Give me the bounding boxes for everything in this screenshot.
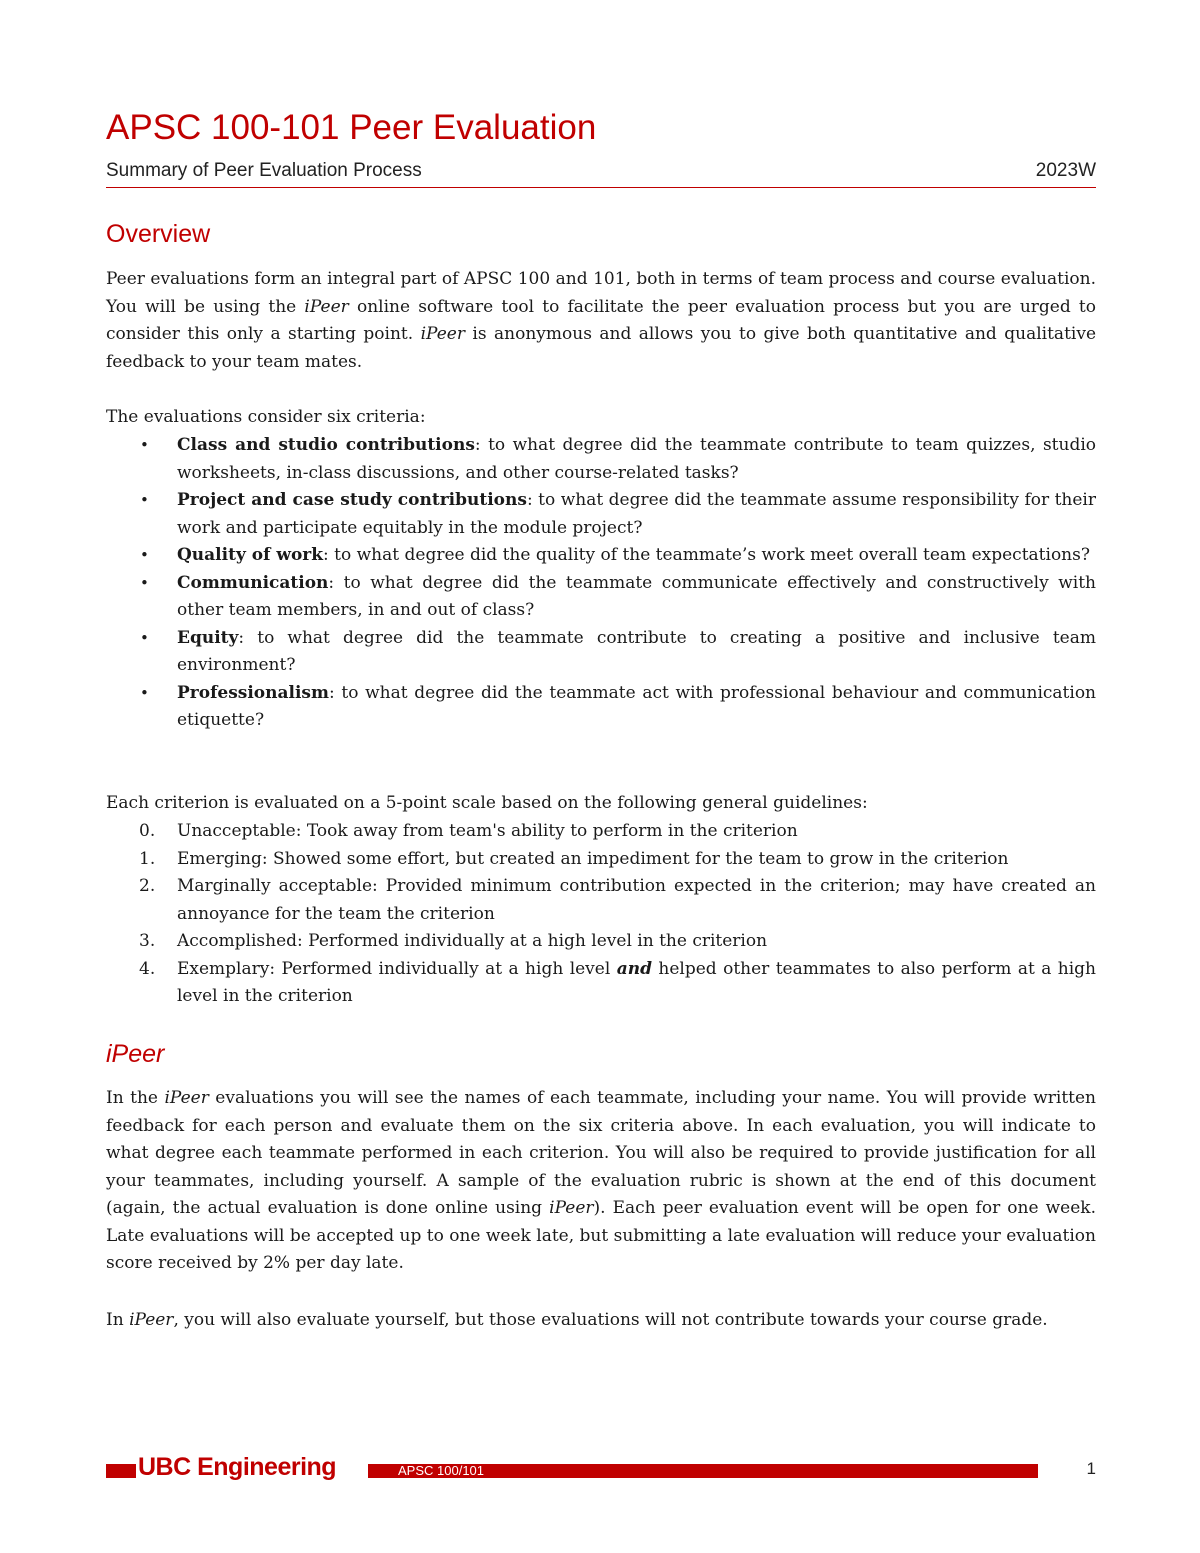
document-page	[106, 0, 1096, 1553]
document-subtitle: Summary of Peer Evaluation Process	[106, 160, 422, 181]
criterion-item	[106, 680, 1096, 735]
emphasis: and	[616, 958, 652, 979]
text-run: Unacceptable: Took away from team's ability to perform in the criterion	[177, 821, 798, 841]
scale-number: 4.	[139, 958, 156, 979]
criterion-item	[106, 542, 1096, 570]
scale-number: 1.	[139, 848, 156, 869]
text-run: helped other teammates to also perform at a high level in the criterion	[177, 958, 1097, 1006]
text-run: Accomplished: Performed individually at a high level in the criterion	[177, 931, 768, 951]
bullet-icon: •	[140, 683, 149, 702]
ipeer-term: iPeer	[304, 296, 349, 317]
text-run: Emerging: Showed some effort, but created an impediment for the team to grow in the criterion	[177, 848, 1009, 869]
scale-list	[106, 818, 1096, 1011]
criterion-term: Professionalism	[177, 682, 329, 703]
criterion-description: : to what degree did the teammate communicate effectively and constructively with other team members, in and out of class?	[177, 572, 1096, 620]
scale-number: 3.	[139, 931, 156, 951]
criterion-item	[106, 625, 1096, 680]
ipeer-term: iPeer	[164, 1088, 209, 1108]
bullet-icon: •	[140, 436, 149, 454]
scale-number: 2.	[139, 876, 156, 896]
term-label: 2023W	[1035, 160, 1096, 181]
text-run: , you will also evaluate yourself, but those evaluations will not contribute towards your course grade.	[173, 1310, 1048, 1330]
scale-number: 0.	[139, 821, 156, 841]
ipeer-term: iPeer	[420, 324, 465, 344]
criterion-description: : to what degree did the teammate act with professional behaviour and communication etiquette?	[177, 682, 1096, 730]
scale-intro: Each criterion is evaluated on a 5-point scale based on the following general guidelines:	[106, 793, 868, 813]
criterion-term: Class and studio contributions	[177, 435, 475, 455]
overview-heading: Overview	[106, 220, 211, 248]
criteria-intro: The evaluations consider six criteria:	[106, 407, 426, 427]
scale-item	[106, 818, 1096, 846]
criterion-description: : to what degree did the quality of the teammate’s work meet overall team expectations?	[323, 545, 1090, 565]
scale-item	[106, 928, 1096, 956]
text-run: evaluations you will see the names of each teammate, including your name. You will provide written feedback for each person and evaluate them on the six criteria above. In each evaluation, you will indicate to what degree each teammate performed in each criterion. You will also be required to provide justification for all your teammates, including yourself. A sample of the evaluation rubric is shown at the end of this document (again, the actual evaluation is done online using	[106, 1088, 1096, 1218]
criterion-item	[106, 487, 1096, 542]
bullet-icon: •	[140, 546, 149, 564]
ubc-engineering-logo: UBC Engineering	[138, 1453, 337, 1481]
ipeer-term: iPeer	[549, 1198, 594, 1218]
footer-course-label: APSC 100/101	[398, 1463, 485, 1478]
scale-item	[106, 873, 1096, 928]
text-run: is anonymous and allows you to give both quantitative and qualitative feedback to your team mates.	[106, 324, 1096, 372]
text-run: ). Each peer evaluation event will be open for one week. Late evaluations will be accepted up to one week late, but submitting a late evaluation will reduce your evaluation score received by 2% per day late.	[106, 1198, 1096, 1273]
scale-item	[106, 846, 1096, 874]
scale-item	[106, 956, 1096, 1011]
bullet-icon: •	[140, 491, 149, 509]
ipeer-term: iPeer	[129, 1310, 174, 1330]
text-run: Peer evaluations form an integral part of APSC 100 and 101, both in terms of team process and course evaluation. You will be using the	[106, 269, 1096, 317]
criterion-description: : to what degree did the teammate contribute to team quizzes, studio worksheets, in-class discussions, and other course-related tasks?	[177, 435, 1097, 483]
criterion-term: Quality of work	[177, 545, 324, 565]
text-run: Marginally acceptable: Provided minimum contribution expected in the criterion; may have created an annoyance for the team the criterion	[177, 876, 1096, 924]
footer-bar-left	[106, 1464, 136, 1478]
criteria-list	[106, 432, 1096, 735]
ipeer-heading: iPeer	[106, 1040, 165, 1068]
text-run: online software tool to facilitate the peer evaluation process but you are urged to consider this only a starting point.	[106, 296, 1096, 344]
ipeer-paragraph-1	[106, 1085, 1096, 1278]
document-title: APSC 100-101 Peer Evaluation	[106, 108, 597, 147]
subtitle-row	[106, 160, 1096, 188]
page-number: 1	[1086, 1459, 1096, 1478]
criterion-term: Project and case study contributions	[177, 490, 527, 510]
text-run: In	[106, 1310, 130, 1330]
page-footer	[106, 1455, 1096, 1483]
criterion-item	[106, 570, 1096, 625]
overview-paragraph	[106, 266, 1096, 376]
ipeer-paragraph-2	[106, 1307, 1096, 1335]
bullet-icon: •	[140, 628, 149, 647]
criterion-description: : to what degree did the teammate contribute to creating a positive and inclusive team environment?	[177, 627, 1096, 675]
text-run: Exemplary: Performed individually at a high level	[177, 958, 617, 979]
text-run: In the	[106, 1088, 165, 1108]
criterion-description: : to what degree did the teammate assume responsibility for their work and participate equitably in the module project?	[177, 490, 1096, 538]
criterion-term: Communication	[177, 572, 329, 593]
bullet-icon: •	[140, 573, 149, 592]
criterion-term: Equity	[177, 627, 239, 648]
criterion-item	[106, 432, 1096, 487]
